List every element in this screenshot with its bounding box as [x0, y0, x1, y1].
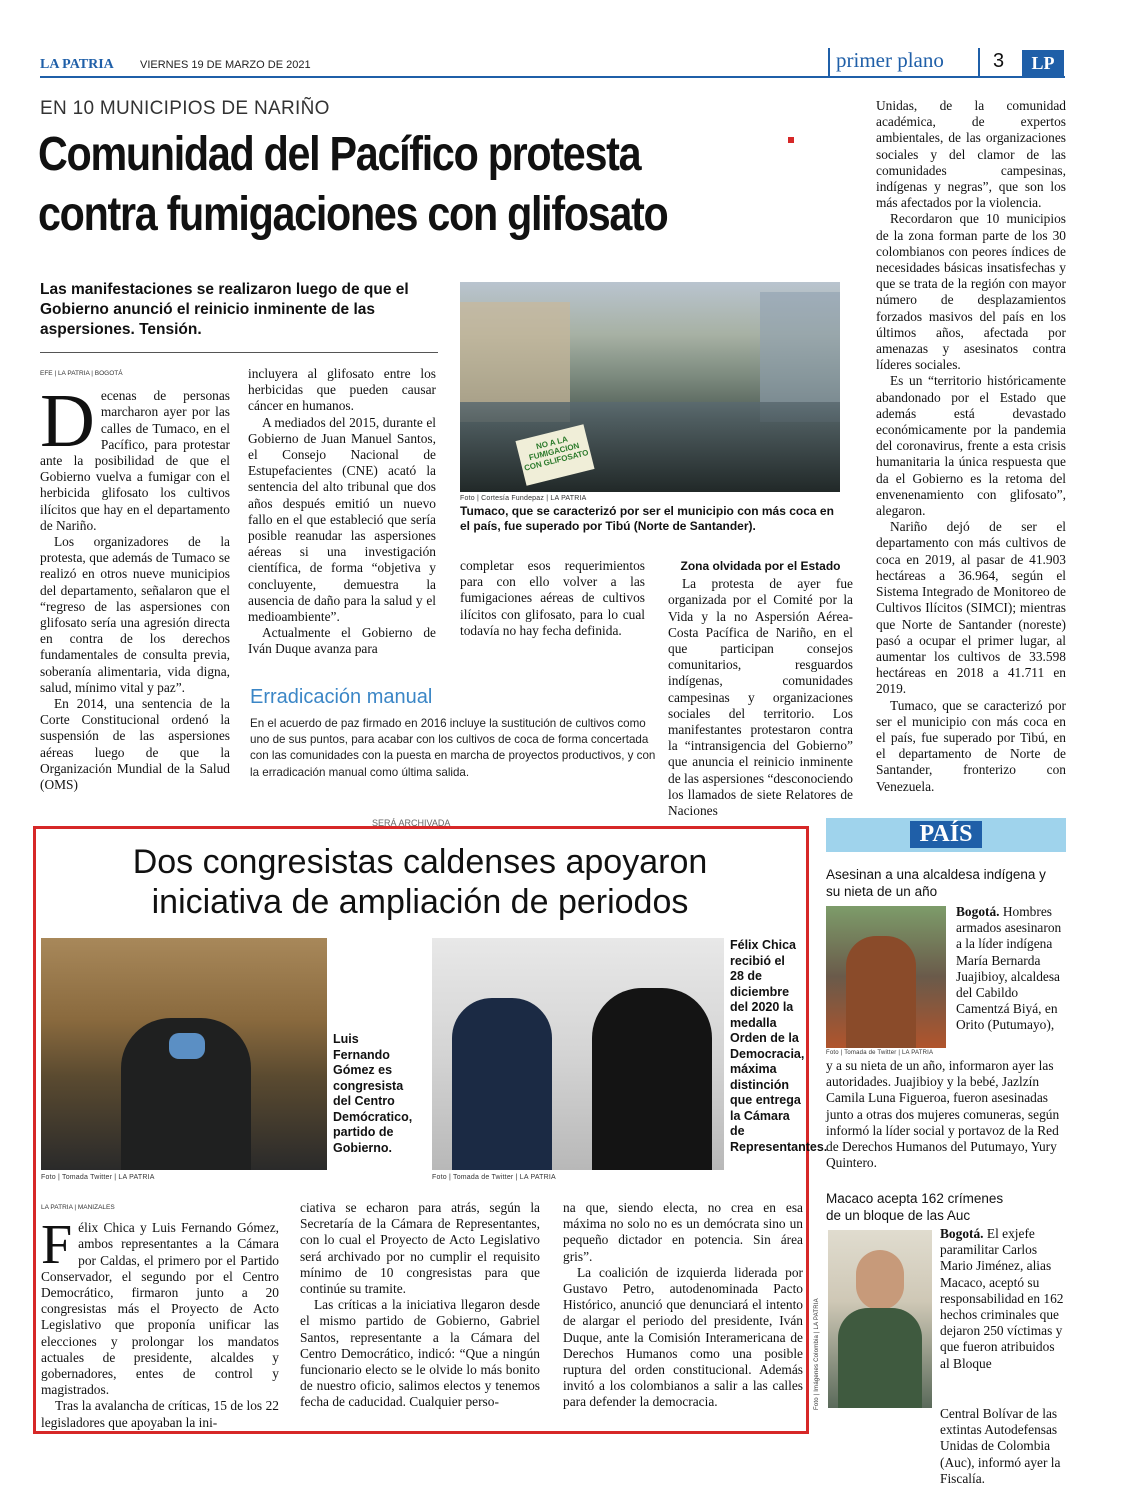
- second-col-2: [300, 1200, 540, 1411]
- second-headline: [40, 842, 800, 922]
- headline-red-dot: [788, 137, 794, 143]
- col2-p1: incluyera al glifosato entre los herbicidas que pueden causar cáncer en humanos.: [248, 366, 436, 414]
- masthead-logo: LA PATRIA: [40, 57, 114, 72]
- col1-p1: ecenas de personas marcharon ayer por las calles de Tumaco, en el Pacífico, para protestar ante la posibilidad de que el Gobierno vuelva a fumigar con el herbicida glifosato los cultivos ilícitos que hay en el departamento de Nariño.: [40, 388, 230, 533]
- subhead-zona: Zona olvidada por el Estado: [680, 559, 841, 573]
- second-col2-p2: Las críticas a la iniciativa llegaron desde el mismo partido de Gobierno, Gabriel Santos, representante a la Cámara del Centro Democrático, indicó: “Que a ningún funcionario electo se le olvide lo más bonito de nuestro oficio, salimos electos y tenemos fecha de caducidad. Cualquier perso-: [300, 1297, 540, 1410]
- headline: [38, 125, 735, 245]
- sidebar-story2-bottom: [826, 1406, 1066, 1487]
- alcaldesa-figure: [846, 936, 916, 1048]
- col5-p3: Es un “territorio históricamente abandonado por el Estado que además está devastado económicamente por la pandemia del coronavirus, frente a esta crisis humanitaria la única respuesta que da el Gobierno es la retoma del envenenamiento con glifosato”, alegaron.: [876, 373, 1066, 519]
- macaco-head: [856, 1250, 904, 1310]
- col5-p2: Recordaron que 10 municipios de la zona forman parte de los 30 colombianos con peores índices de necesidades básicas insatisfechas y que se trata de la región con mayor número de desplazamientos forzados masivos del país en los últimos años, afectada por amenazas y asesinatos contra líderes sociales.: [876, 211, 1066, 373]
- section-divider-right: [978, 48, 980, 76]
- sidebar-story1-bottom: y a su nieta de un año, informaron ayer las autoridades. Juajibioy y la bebé, Jazlzín Camila Luna Figueroa, fueron asesinadas junto a otras dos mujeres comuneras, según informó la líder social y portavoz de la Red de Derechos Humanos del Putumayo, Yury Quintero.: [826, 1058, 1060, 1171]
- sidebar-story2-credit: [810, 1230, 826, 1410]
- second-col3-p1: na que, siendo electa, no crea en esa máxima no solo no es un demócrata sino un pequeño dictador en potencia. Sin área gris”.: [563, 1200, 803, 1264]
- second-col1-p1: élix Chica y Luis Fernando Gómez, ambos representantes a la Cámara por Caldas, el primero por el Partido Conservador, el segundo por el Centro Democrático, firmaron junto a 20 congresistas más el Proyecto de Acto Legislativo que proponía unificar las elecciones y prolongar los mandatos actuales de presidente, alcaldes y gobernadores, entes de control y magistrados.: [41, 1220, 279, 1398]
- sidebar-story1-lead: Bogotá.: [956, 904, 1000, 919]
- section-label: primer plano: [836, 48, 944, 72]
- masthead-date: VIERNES 19 DE MARZO DE 2021: [140, 59, 311, 71]
- sidebar-story1-credit: Foto | Tomada de Twitter | LA PATRIA: [826, 1050, 934, 1056]
- macaco-body: [838, 1308, 922, 1408]
- sidebar-story2-text-bottom: Central Bolívar de las extintas Autodefensas Unidas de Colombia (Auc), informó ayer la Fiscalía.: [940, 1406, 1061, 1486]
- deck: Las manifestaciones se realizaron luego de que el Gobierno anunció el reinicio inminente de las aspersiones. Tensión.: [40, 281, 409, 338]
- photo-gomez-caption: Luis Fernando Gómez es congresista del Centro Demócratico, partido de Gobierno.: [333, 1032, 413, 1155]
- page-number: 3: [993, 50, 1005, 72]
- col4-p1: La protesta de ayer fue organizada por el Comité por la Vida y la no Aspersión Aérea-Costa Pacífica de Nariño, en el que participan consejos comunitarios, resguardos indígenas, comunidades campesinas y organizaciones sociales del territorio. Los manifestantes protestaron contra la “intransigencia del Gobierno” que anuncia el reinicio inminente de las aspersiones “desconociendo los llamados de siete Relatores de Naciones: [668, 576, 853, 819]
- second-col-3: [563, 1200, 803, 1411]
- sidebar-story1-top: [956, 904, 1066, 1034]
- col2-p2: A mediados del 2015, durante el Gobierno de Juan Manuel Santos, el Consejo Nacional de Estupefacientes (CNE) acató la sentencia del alto tribunal que dos años después emitió un nuevo fallo en el que estableció que sería posible reanudar las aspersiones aéreas si una investigación científica, de forma “objetiva y concluyente, demuestra la ausencia de daño para la salud y el medioambiente”.: [248, 414, 436, 625]
- main-col-5: [876, 98, 1066, 795]
- chica-figure-left: [452, 998, 552, 1170]
- main-col-3: [460, 558, 645, 639]
- box-title: Erradicación manual: [250, 686, 433, 708]
- col2-p3: Actualmente el Gobierno de Iván Duque avanza para: [248, 625, 436, 657]
- second-headline-line-1: Dos congresistas caldenses apoyaron: [132, 843, 708, 881]
- photo-gomez: [41, 938, 327, 1170]
- second-col2-p1: ciativa se echaron para atrás, según la Secretaría de la Cámara de Representantes, con lo cual el Proyecto de Acto Legislativo será archivado por no cumplir el requisito mínimo de 10 congresistas para que continúe su tramite.: [300, 1200, 540, 1297]
- col5-p5: Tumaco, que se caracterizó por ser el municipio con más coca en el país, fue superado por Tibú, en el departamento de Norte de Santander, fronterizo con Venezuela.: [876, 697, 1066, 794]
- section-divider-left: [828, 48, 830, 76]
- lp-badge: LP: [1022, 50, 1064, 76]
- sidebar-story2-credit-text: Foto | Imágenes Colombia | LA PATRIA: [814, 1298, 820, 1410]
- sidebar-photo-alcaldesa: [826, 906, 946, 1048]
- main-col-1: [40, 366, 230, 793]
- col3-p1: completar esos requerimientos para con ello volver a las fumigaciones aéreas de cultivos ilícitos con glifosato, para lo cual todavía no hay fecha definida.: [460, 558, 645, 638]
- masthead-rule: [40, 76, 1065, 78]
- second-col1-p2: Tras la avalancha de críticas, 15 de los 22 legisladores que apoyaban la ini-: [41, 1398, 279, 1430]
- second-kicker: SERÁ ARCHIVADA: [372, 818, 451, 828]
- gomez-mask: [169, 1033, 205, 1059]
- kicker: EN 10 MUNICIPIOS DE NARIÑO: [40, 98, 330, 119]
- photo-chica-caption: Félix Chica recibió el 28 de diciembre del 2020 la medalla Orden de la Democracia, máxima distinción que entrega la Cámara de Representantes.: [730, 938, 828, 1154]
- chica-figure-right: [592, 988, 712, 1170]
- box-text: En el acuerdo de paz firmado en 2016 incluye la sustitución de cultivos como uno de sus puntos, para acabar con los cultivos de coca de forma concertada con las comunidades con la puesta en marcha de proyectos productivos, y con la erradicación manual como última salida.: [250, 717, 656, 779]
- photo-gomez-credit: Foto | Tomada Twitter | LA PATRIA: [41, 1174, 155, 1181]
- sidebar-story1-headline: Asesinan a una alcaldesa indígena y su nieta de un año: [826, 867, 1046, 899]
- headline-line-1: Comunidad del Pacífico protesta: [38, 128, 641, 181]
- byline: EFE | LA PATRIA | BOGOTÁ: [40, 370, 123, 377]
- sidebar-story2-headline: Macaco acepta 162 crímenes de un bloque de las Auc: [826, 1191, 1004, 1223]
- protest-photo: [460, 282, 840, 492]
- col5-p4: Nariño dejó de ser el departamento con más cultivos de coca en 2019, al pasar de 41.903 hectáreas a 36.964, según el Sistema Integrado de Monitoreo de Cultivos Ilícitos (SIMCI); mientras que Norte de Santander (noreste) pasó a ocupar el primer lugar, al aumentar los cultivos de 33.598 hectáreas en 2018 a 41.711 en 2019.: [876, 519, 1066, 697]
- col1-p3: En 2014, una sentencia de la Corte Constitucional ordenó la suspensión de las aspersiones aéreas luego de que la Organización Mundial de la Salud (OMS): [40, 696, 230, 793]
- dropcap: D: [40, 379, 95, 464]
- pais-title: PAÍS: [910, 821, 983, 848]
- photo-chica-credit: Foto | Tomada de Twitter | LA PATRIA: [432, 1174, 556, 1181]
- photo-caption: Tumaco, que se caracterizó por ser el municipio con más coca en el país, fue superado por Tibú (Norte de Santander).: [460, 504, 834, 533]
- main-col-4: [668, 558, 853, 819]
- deck-rule: [40, 352, 438, 353]
- photo-credit: Foto | Cortesía Fundepaz | LA PATRIA: [460, 495, 587, 502]
- main-col-2: [248, 366, 436, 658]
- sidebar-story2-lead: Bogotá.: [940, 1226, 984, 1241]
- sidebar-photo-macaco: [828, 1230, 932, 1408]
- second-dropcap: F: [41, 1214, 73, 1277]
- second-col3-p2: La coalición de izquierda liderada por Gustavo Petro, autodenominada Pacto Histórico, anunció que denunciará el intento de alargar el periodo del presidente, Iván Duque, ante la Comisión Interamericana de Derechos Humanos como una posible ruptura del orden constitucional. Además invitó a los colombianos a salir a las calles para defender la democracia.: [563, 1264, 803, 1410]
- protest-sign: NO A LA FUMIGACION CON GLIFOSATO: [515, 424, 594, 486]
- second-headline-line-2: iniciativa de ampliación de periodos: [151, 883, 689, 921]
- sidebar-story1-text-top: Hombres armados asesinaron a la líder indígena María Bernarda Juajibioy, alcaldesa del Cabildo Camentzá Biyá, en Orito (Putumayo),: [956, 904, 1062, 1033]
- second-byline: LA PATRIA | MANIZALES: [41, 1204, 115, 1211]
- col1-p2: Los organizadores de la protesta, que además de Tumaco se realizó en otros nueve municipios del departamento, señalaron que el “regreso de las aspersiones con glifosato sería una agresión directa en contra de los derechos fundamentales de consulta previa, soberanía alimentaria, vida digna, salud, mínimo vital y paz”.: [40, 534, 230, 695]
- sidebar-story2-text-top: El exjefe paramilitar Carlos Mario Jiménez, alias Macaco, aceptó su responsabilidad en 162 hechos criminales que dejaron 250 víctimas y que fueron atribuidos al Bloque: [940, 1226, 1064, 1371]
- second-col-1: [41, 1200, 279, 1431]
- col5-p1: Unidas, de la comunidad académica, de expertos ambientales, de las organizaciones sociales y del clamor de las comunidades campesinas, indígenas y negras”, que son los más afectados por la violencia.: [876, 98, 1066, 211]
- pais-banner: [826, 818, 1066, 852]
- sidebar-story2-top: [940, 1226, 1066, 1372]
- headline-line-2: contra fumigaciones con glifosato: [38, 188, 668, 241]
- photo-chica: [432, 938, 724, 1170]
